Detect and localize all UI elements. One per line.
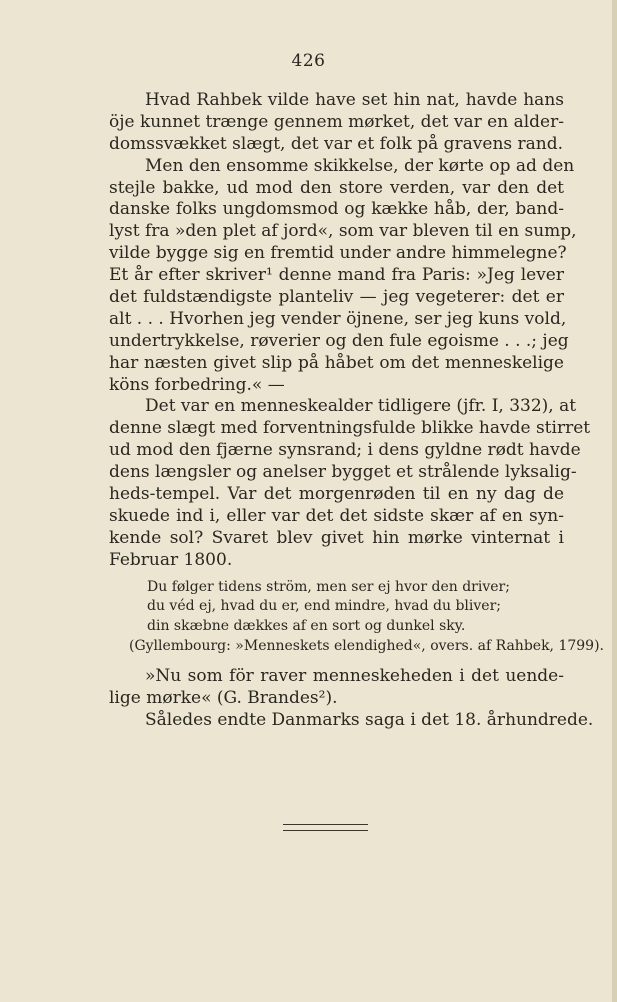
quote-source: (Gyllembourg: »Menneskets elendighed«, overs. af Rahbek, 1799). — [129, 637, 604, 654]
text-line: domssvækket slægt, det var et folk på gravens rand. — [109, 133, 564, 154]
text-line: alt . . . Hvorhen jeg vender öjnene, ser jeg kuns vold, — [109, 308, 567, 329]
paragraph — [109, 709, 594, 732]
verse-line: din skæbne dækkes af en sort og dunkel sky. — [147, 618, 466, 635]
text-line: danske folks ungdomsmod og kække håb, der, band- — [109, 199, 564, 220]
paragraph — [109, 155, 577, 397]
paragraph — [109, 90, 564, 156]
text-line: Men den ensomme skikkelse, der kørte op ad den — [145, 155, 575, 176]
text-line: har næsten givet slip på håbet om det menneskelige — [109, 352, 564, 373]
verse-quote — [129, 578, 604, 657]
text-line: skuede ind i, eller var det det sidste skær af en syn- — [109, 505, 564, 526]
text-line: ud mod den fjærne synsrand; i dens gyldne rødt havde — [109, 440, 581, 461]
text-line: lige mørke« (G. Brandes²). — [109, 687, 338, 708]
text-line: stejle bakke, ud mod den store verden, var den det — [109, 177, 564, 198]
text-line: Februar 1800. — [109, 549, 233, 570]
text-line: denne slægt med forventningsfulde blikke havde stirret — [109, 418, 591, 439]
paragraph — [109, 396, 591, 571]
text-line: dens længsler og anelser bygget et strålende lyksalig- — [109, 462, 577, 483]
text-line: Således endte Danmarks saga i det 18. århundrede. — [145, 709, 594, 730]
text-line: heds-tempel. Var det morgenrøden til en ny dag de — [109, 484, 564, 505]
verse-line: Du følger tidens ström, men ser ej hvor den driver; — [147, 578, 510, 595]
text-line: det fuldstændigste planteliv — jeg vegeterer: det er — [109, 287, 564, 308]
text-line: Det var en menneskealder tidligere (jfr. I, 332), at — [145, 396, 577, 417]
text-line: Hvad Rahbek vilde have set hin nat, havde hans — [145, 90, 564, 110]
text-line: kende sol? Svaret blev givet hin mørke vinternat i — [109, 527, 564, 548]
text-line: vilde bygge sig en fremtid under andre himmelegne? — [109, 243, 567, 264]
paragraph — [109, 666, 564, 710]
text-line: Et år efter skriver¹ denne mand fra Paris: »Jeg lever — [109, 265, 564, 286]
body-text — [109, 90, 604, 731]
text-line: köns forbedring.« — — [109, 374, 285, 395]
text-line: »Nu som för raver menneskeheden i det uende- — [145, 665, 564, 686]
text-line: lyst fra »den plet af jord«, som var bleven til en sump, — [109, 221, 577, 242]
text-line: undertrykkelse, røverier og den fule egoisme . . .; jeg — [109, 330, 569, 351]
text-line: öje kunnet trænge gennem mørket, det var en alder- — [109, 111, 564, 132]
page-edge — [612, 0, 617, 1002]
page-number: 426 — [291, 51, 326, 71]
end-rule — [283, 824, 368, 831]
verse-line: du véd ej, hvad du er, end mindre, hvad du bliver; — [147, 598, 501, 615]
